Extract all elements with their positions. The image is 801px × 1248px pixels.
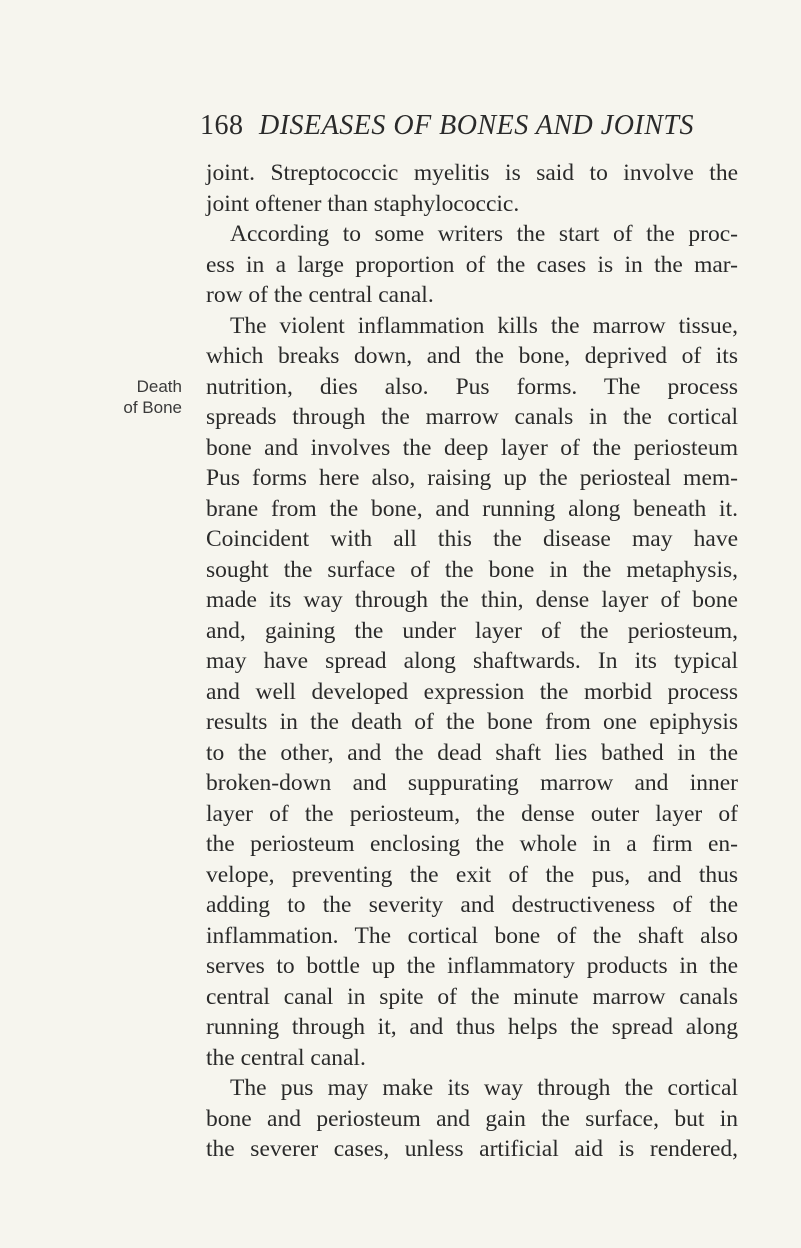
text-line: velope, preventing the exit of the pus, and thus	[206, 861, 738, 888]
margin-note-line: of Bone	[123, 398, 182, 417]
text-line: bone and periosteum and gain the surface, but in	[206, 1105, 738, 1132]
text-line: row of the central canal.	[206, 282, 434, 308]
text-line: inflammation. The cortical bone of the shaft also	[206, 922, 738, 949]
text-line: broken-down and suppurating marrow and inner	[206, 770, 738, 796]
text-line: to the other, and the dead shaft lies bathed in the	[206, 739, 738, 766]
running-head	[200, 110, 760, 142]
text-line: serves to bottle up the inflammatory products in the	[206, 953, 738, 979]
text-line: which breaks down, and the bone, deprived of its	[206, 343, 738, 369]
text-line: spreads through the marrow canals in the cortical	[206, 404, 738, 430]
text-line: the periosteum enclosing the whole in a firm en-	[206, 831, 738, 857]
text-line: running through it, and thus helps the spread along	[206, 1014, 738, 1040]
text-line: bone and involves the deep layer of the periosteum	[206, 434, 738, 461]
margin-note	[100, 376, 182, 418]
page-number: 168	[200, 110, 244, 141]
text-line: and, gaining the under layer of the periosteum,	[206, 617, 738, 644]
text-line: sought the surface of the bone in the metaphysis,	[206, 556, 738, 583]
text-line: results in the death of the bone from one epiphysis	[206, 709, 738, 735]
text-line: The violent inflammation kills the marrow tissue,	[230, 312, 738, 339]
body-text	[206, 158, 738, 1165]
chapter-title: DISEASES OF BONES AND JOINTS	[259, 110, 694, 141]
text-line: adding to the severity and destructiveness of the	[206, 892, 738, 918]
text-line: Coincident with all this the disease may have	[206, 526, 738, 552]
text-line: According to some writers the start of the proc-	[230, 221, 738, 247]
text-line: may have spread along shaftwards. In its typical	[206, 648, 738, 674]
text-line: made its way through the thin, dense layer of bone	[206, 587, 738, 613]
text-line: joint oftener than staphylococcic.	[206, 190, 520, 217]
text-line: Pus forms here also, raising up the periosteal mem-	[206, 465, 738, 491]
text-line: layer of the periosteum, the dense outer layer of	[206, 800, 738, 827]
text-line: and well developed expression the morbid process	[206, 678, 738, 705]
text-line: central canal in spite of the minute marrow canals	[206, 983, 738, 1010]
text-line: joint. Streptococcic myelitis is said to involve the	[206, 160, 738, 186]
text-line: the severer cases, unless artificial aid is rendered,	[206, 1136, 738, 1162]
text-line: brane from the bone, and running along beneath it.	[206, 495, 738, 522]
text-line: ess in a large proportion of the cases is in the mar-	[206, 251, 738, 278]
text-line: The pus may make its way through the cortical	[230, 1075, 738, 1101]
text-line: the central canal.	[206, 1044, 366, 1071]
text-line: nutrition, dies also. Pus forms. The process	[206, 373, 738, 400]
margin-note-line: Death	[136, 377, 182, 396]
